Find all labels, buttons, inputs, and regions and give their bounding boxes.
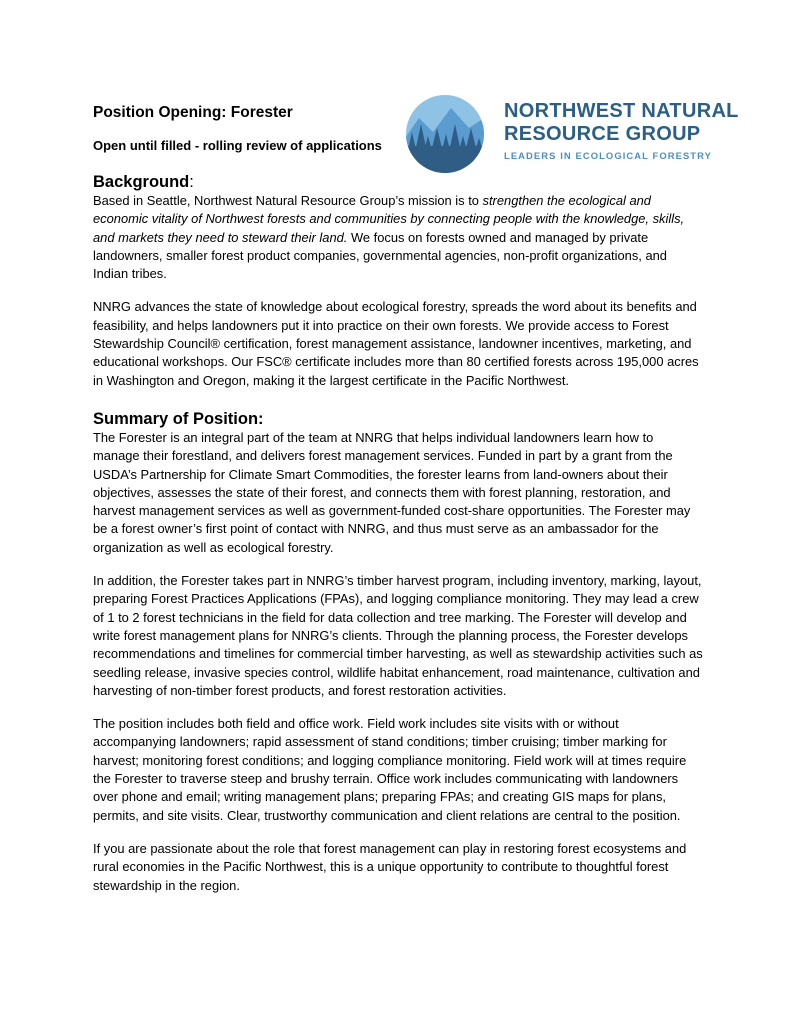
background-heading <box>93 172 703 192</box>
summary-heading: Summary of Position: <box>93 409 264 428</box>
logo-name-line2: RESOURCE GROUP <box>504 123 701 145</box>
background-heading-text: Background <box>93 173 190 191</box>
summary-paragraph-3: The position includes both field and office work. Field work includes site visits with or without accompanying landowners; rapid assessment of stand conditions; timber cruising; timber marking for harvest; monitoring forest conditions; and logging compliance monitoring. Field work will at times require the Forester to traverse steep and brushy terrain. Office work includes communicating with landowners over phone and email; writing management plans; preparing FPAs; and creating GIS maps for plans, permits, and site visits. Clear, trustworthy communication and client relations are central to the position. <box>93 716 687 823</box>
summary-paragraph-4: If you are passionate about the role that forest management can play in restoring forest ecosystems and rural economies in the Pacific Northwest, this is a unique opportunity to contribute to thoughtful forest stewardship in the region. <box>93 840 687 893</box>
mission-lead: Based in Seattle, Northwest Natural Resource Group’s mission is to <box>93 193 483 208</box>
forest-emblem-icon <box>401 94 491 174</box>
background-paragraph-1 <box>93 192 703 283</box>
logo-name-line1: NORTHWEST NATURAL <box>504 100 739 122</box>
background-heading-colon: : <box>189 173 194 191</box>
document-body <box>93 172 703 895</box>
nnrg-logo <box>401 94 739 174</box>
mission-tail: We focus on forests owned and managed by private landowners, smaller forest product companies, governmental agencies, non-profit organizations, and Indian tribes. <box>93 229 667 282</box>
position-subtitle: Open until filled - rolling review of applications <box>93 138 382 153</box>
summary-paragraph-1: The Forester is an integral part of the team at NNRG that helps individual landowners learn how to manage their forestland, and delivers forest management services. Funded in part by a grant from the USDA’s Partnership for Climate Smart Commodities, the forester learns from land-owners about their objectives, assesses the state of their forest, and connects them with forest planning, restoration, and harvest management services as well as government-funded cost-share opportunities. The Forester may be a forest owner’s first point of contact with NNRG, and thus must serve as an ambassador for the organization as well as ecological forestry. <box>93 429 691 555</box>
background-paragraph-2: NNRG advances the state of knowledge about ecological forestry, spreads the word about its benefits and feasibility, and helps landowners put it into practice on their own forests. We provide access to Forest Stewardship Council® certification, forest management assistance, landowner incentives, marketing, and educational workshops. Our FSC® certificate includes more than 80 certified forests across 195,000 acres in Washington and Oregon, making it the largest certificate in the Pacific Northwest. <box>93 299 699 388</box>
position-title: Position Opening: Forester <box>93 104 293 121</box>
mission-statement: strengthen the ecological and economic vitality of Northwest forests and communities by connecting people with the knowledge, skills, and markets they need to steward their land. <box>93 193 685 245</box>
summary-paragraph-2: In addition, the Forester takes part in NNRG’s timber harvest program, including inventory, marking, layout, preparing Forest Practices Applications (FPAs), and logging compliance monitoring. They may lead a crew of 1 to 2 forest technicians in the field for data collection and tree marking. The Forester will develop and write forest management plans for NNRG’s clients. Through the planning process, the Forester develops recommendations and timelines for commercial timber harvesting, as well as stewardship activities such as seedling release, invasive species control, wildlife habitat enhancement, road maintenance, cultivation and harvesting of non-timber forest products, and forest restoration activities. <box>93 573 703 698</box>
logo-tagline: LEADERS IN ECOLOGICAL FORESTRY <box>504 150 713 161</box>
